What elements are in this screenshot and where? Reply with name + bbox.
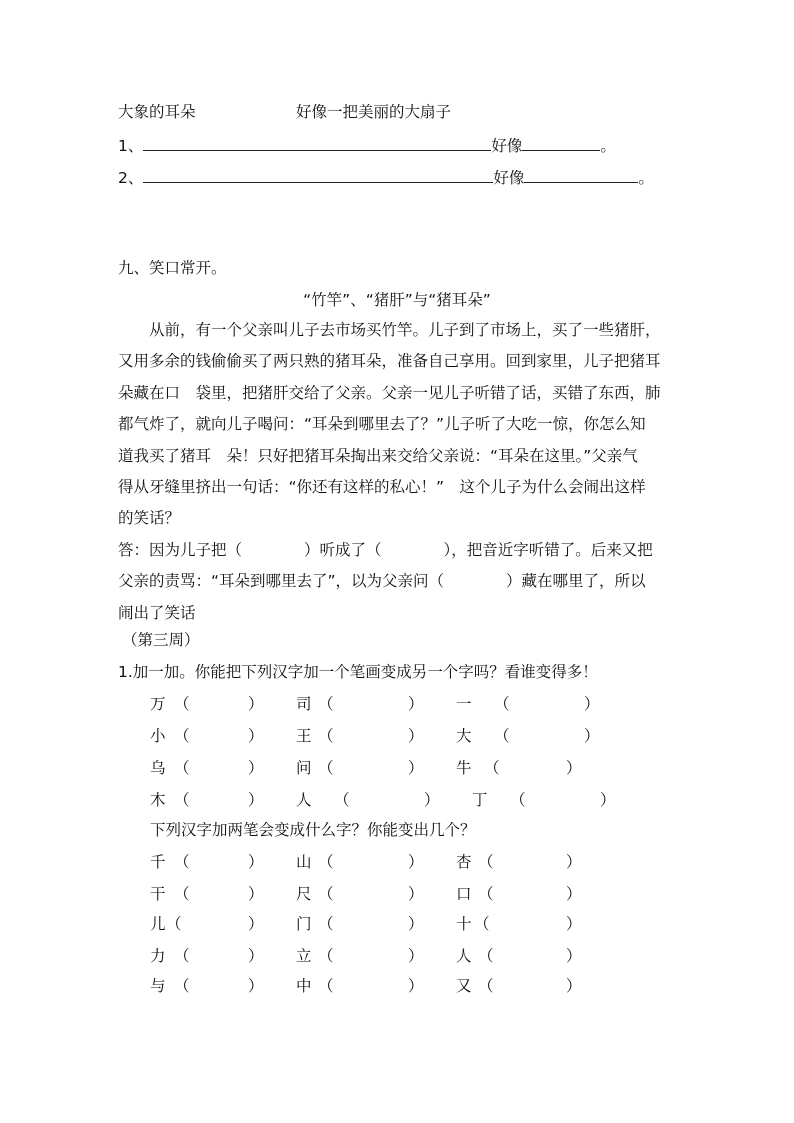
story-line: 从前，有一个父亲叫儿子去市场买竹竿。儿子到了市场上，买了一些猪肝， <box>149 321 661 339</box>
char: 万 <box>150 695 166 713</box>
close-paren: ） <box>408 885 424 903</box>
char: 与 <box>150 977 166 995</box>
open-paren: （ <box>166 915 182 933</box>
close-paren: ） <box>408 759 424 777</box>
close-paren: ） <box>566 915 582 933</box>
open-paren: （ <box>334 791 350 809</box>
simile-line-1 <box>118 134 616 156</box>
close-paren: ） <box>584 695 600 713</box>
answer-blank[interactable] <box>522 134 600 151</box>
close-paren: ） <box>408 727 424 745</box>
close-paren: ） <box>408 977 424 995</box>
char: 十 <box>456 915 472 933</box>
char: 中 <box>296 977 312 995</box>
close-paren: ） <box>248 727 264 745</box>
section-heading: 九、笑口常开。 <box>118 259 227 277</box>
char: 立 <box>296 947 312 965</box>
answer-blank[interactable] <box>143 166 493 183</box>
close-paren: ） <box>566 977 582 995</box>
open-paren: （ <box>174 695 190 713</box>
char: 门 <box>296 915 312 933</box>
close-paren: ） <box>408 853 424 871</box>
close-paren: ） <box>408 915 424 933</box>
char: 口 <box>456 885 472 903</box>
open-paren: （ <box>174 947 190 965</box>
open-paren: （ <box>318 759 334 777</box>
close-paren: ） <box>248 695 264 713</box>
char: 木 <box>150 791 166 809</box>
char: 牛 <box>456 759 472 777</box>
answer-line: 闹出了笑话 <box>118 603 196 622</box>
close-paren: ） <box>248 977 264 995</box>
open-paren: （ <box>494 727 510 745</box>
open-paren: （ <box>318 695 334 713</box>
story-title: “竹竿”、“猪肝”与“猪耳朵” <box>303 291 491 309</box>
line-number: 2、 <box>118 169 144 187</box>
open-paren: （ <box>474 915 490 933</box>
close-paren: ） <box>566 885 582 903</box>
char: 人 <box>456 947 472 965</box>
char: 小 <box>150 727 166 745</box>
char: 乌 <box>150 759 166 777</box>
close-paren: ） <box>248 853 264 871</box>
open-paren: （ <box>494 695 510 713</box>
char: 又 <box>456 977 472 995</box>
open-paren: （ <box>174 977 190 995</box>
open-paren: （ <box>484 759 500 777</box>
close-paren: ） <box>408 695 424 713</box>
open-paren: （ <box>174 791 190 809</box>
like-word: 好像 <box>493 169 525 187</box>
char: 山 <box>296 853 312 871</box>
close-paren: ） <box>424 791 440 809</box>
simile-compare: 好像一把美丽的大扇子 <box>296 103 452 121</box>
char: 丁 <box>472 791 488 809</box>
close-paren: ） <box>566 853 582 871</box>
open-paren: （ <box>174 759 190 777</box>
char: 儿 <box>150 915 166 933</box>
simile-subject: 大象的耳朵 <box>118 103 196 121</box>
story-paragraph <box>118 315 680 629</box>
close-paren: ） <box>248 759 264 777</box>
open-paren: （ <box>174 853 190 871</box>
char: 力 <box>150 947 166 965</box>
story-line: 得从牙缝里挤出一句话：“你还有这样的私心！” 这个儿子为什么会闹出这样 <box>118 477 646 496</box>
period: 。 <box>600 137 616 155</box>
open-paren: （ <box>478 977 494 995</box>
story-line: 的笑话？ <box>118 509 181 528</box>
close-paren: ） <box>600 791 616 809</box>
char: 干 <box>150 885 166 903</box>
open-paren: （ <box>478 853 494 871</box>
char: 一 <box>456 695 472 713</box>
answer-line: 答：因为儿子把（ ）听成了（ ），把音近字听错了。后来又把 <box>118 540 653 559</box>
open-paren: （ <box>318 853 334 871</box>
simile-line-2 <box>118 166 654 188</box>
story-line: 道我买了猪耳 朵！只好把猪耳朵掏出来交给父亲说：“耳朵在这里。”父亲气 <box>118 446 638 465</box>
question-1: 1.加一加。你能把下列汉字加一个笔画变成另一个字吗？看谁变得多！ <box>118 663 598 681</box>
answer-blank[interactable] <box>524 166 638 183</box>
char: 尺 <box>296 885 312 903</box>
char: 杏 <box>456 853 472 871</box>
open-paren: （ <box>478 885 494 903</box>
char: 千 <box>150 853 166 871</box>
open-paren: （ <box>318 885 334 903</box>
close-paren: ） <box>248 915 264 933</box>
like-word: 好像 <box>491 137 523 155</box>
open-paren: （ <box>318 727 334 745</box>
open-paren: （ <box>478 947 494 965</box>
question-2: 下列汉字加两笔会变成什么字？你能变出几个？ <box>150 821 476 839</box>
answer-blank[interactable] <box>143 134 491 151</box>
close-paren: ） <box>566 759 582 777</box>
period: 。 <box>638 169 654 187</box>
open-paren: （ <box>318 947 334 965</box>
answer-line: 父亲的责骂：“耳朵到哪里去了”，以为父亲问（ ）藏在哪里了，所以 <box>118 572 646 591</box>
line-number: 1、 <box>118 137 144 155</box>
open-paren: （ <box>510 791 526 809</box>
char: 王 <box>296 727 312 745</box>
close-paren: ） <box>584 727 600 745</box>
open-paren: （ <box>174 727 190 745</box>
open-paren: （ <box>318 977 334 995</box>
close-paren: ） <box>248 947 264 965</box>
close-paren: ） <box>248 885 264 903</box>
char: 人 <box>296 791 312 809</box>
close-paren: ） <box>566 947 582 965</box>
week-label: （第三周） <box>122 631 200 649</box>
char: 问 <box>296 759 312 777</box>
close-paren: ） <box>248 791 264 809</box>
close-paren: ） <box>408 947 424 965</box>
open-paren: （ <box>318 915 334 933</box>
char: 司 <box>296 695 312 713</box>
char: 大 <box>456 727 472 745</box>
open-paren: （ <box>174 885 190 903</box>
story-line: 朵藏在口 袋里，把猪肝交给了父亲。父亲一见儿子听错了话，买错了东西，肺 <box>118 383 661 402</box>
story-line: 都气炸了，就向儿子喝问：“耳朵到哪里去了？”儿子听了大吃一惊，你怎么知 <box>118 415 646 434</box>
story-line: 又用多余的钱偷偷买了两只熟的猪耳朵，准备自己享用。回到家里，儿子把猪耳 <box>118 352 661 371</box>
